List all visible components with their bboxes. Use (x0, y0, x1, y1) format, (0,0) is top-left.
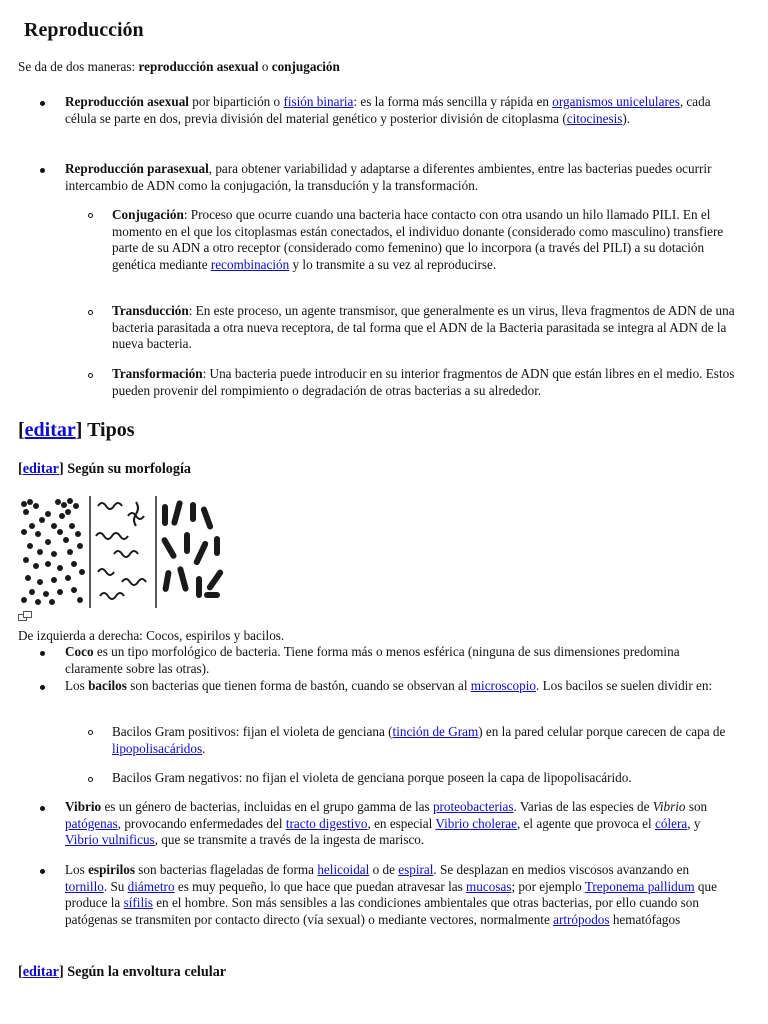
text: hematófagos (609, 911, 681, 927)
edit-link-morfologia[interactable]: editar (22, 461, 59, 477)
link-tornillo[interactable]: tornillo (65, 878, 104, 894)
link-tracto-digestivo[interactable]: tracto digestivo (285, 815, 368, 831)
term-conjugacion: Conjugación (112, 207, 184, 222)
text: . (202, 740, 206, 756)
text: , para obtener variabilidad y adaptarse a diferentes ambientes, entre las bacterias puedes ocurrir intercambio de ADN como la conjugación, la transdución y la transformación. (65, 161, 712, 193)
text: y lo transmite a su vez al reproducirse. (289, 256, 497, 272)
term-coco: Coco (65, 644, 94, 659)
term-transduccion: Transducción (112, 303, 189, 318)
list-item-asexual (65, 94, 725, 127)
list-item-transformacion (112, 366, 746, 399)
text: , provocando enfermedades del (117, 815, 286, 831)
text: Bacilos Gram positivos: fijan el violeta de genciana ( (112, 724, 393, 739)
bullet-dot (40, 685, 45, 690)
list-item-transduccion (112, 303, 746, 353)
link-organismos-unicelulares[interactable]: organismos unicelulares (552, 94, 680, 109)
bullet-circle (88, 373, 93, 378)
link-diametro[interactable]: diámetro (127, 878, 175, 894)
text: , cada célula se parte en dos, previa división del material genético y posterior división de citoplasma ( (65, 94, 711, 126)
link-lipopolisacaridos[interactable]: lipopolisacáridos (112, 740, 203, 756)
text: que produce la (65, 878, 717, 911)
text: es un género de bacterias, incluidas en el grupo gamma de las (101, 799, 433, 814)
link-recombinacion[interactable]: recombinación (210, 256, 290, 272)
link-espiral[interactable]: espiral (398, 862, 434, 877)
bullet-dot (40, 651, 45, 656)
subsection-title-envoltura: [editar] Según la envoltura celular (18, 964, 227, 980)
term-asexual: Reproducción asexual (65, 94, 189, 109)
link-citocinesis[interactable]: citocinesis (566, 110, 623, 126)
intro-text: Se da de dos maneras: (18, 59, 139, 74)
italic-vibrio: Vibrio (652, 799, 686, 814)
link-microscopio[interactable]: microscopio (470, 678, 536, 693)
term-vibrio: Vibrio (65, 799, 102, 814)
enlarge-icon[interactable] (18, 610, 32, 621)
text: o de (369, 862, 399, 877)
text: : Proceso que ocurre cuando una bacteria hace contacto con otra usando un hilo llamado PILI. En el momento en el que los citoplasmas están conectados, el individuo donante (considerado como masculino) transfiere parte de su ADN a otro receptor (considerado como femenino) que lo incorpora (a través del PILI) a su dotación genética mediante (112, 207, 724, 272)
bullet-circle (88, 213, 93, 218)
text: : es la forma más sencilla y rápida en (353, 94, 553, 109)
text: es un tipo morfológico de bacteria. Tiene forma más o menos esférica (ninguna de sus dimensiones predomina claramente sobre las otras). (65, 644, 680, 676)
term-espirilos: espirilos (88, 862, 135, 877)
text: por bipartición o (188, 94, 284, 109)
link-patogenas[interactable]: patógenas (65, 815, 118, 831)
intro-paragraph (18, 59, 748, 76)
text: , en especial (367, 815, 436, 831)
link-sifilis[interactable]: sífilis (123, 895, 153, 911)
list-item-coco (65, 644, 725, 677)
text: . Varias de las especies de (513, 799, 653, 814)
intro-bold-asexual: reproducción asexual (138, 59, 259, 74)
text: , y (687, 815, 701, 831)
list-item-conjugacion (112, 207, 746, 273)
edit-link-tipos[interactable]: editar (24, 419, 76, 441)
list-item-gram-negativos: Bacilos Gram negativos: no fijan el violeta de genciana porque poseen la capa de lipopolisacárido. (112, 770, 632, 785)
link-mucosas[interactable]: mucosas (466, 878, 512, 894)
list-item-parasexual (65, 161, 725, 194)
text: Los (65, 678, 89, 693)
bracket: [ (18, 419, 25, 441)
link-vibrio-vulnificus[interactable]: Vibrio vulnificus (65, 832, 155, 848)
bullet-circle (88, 730, 93, 735)
link-helicoidal[interactable]: helicoidal (317, 862, 370, 877)
text: Los (65, 862, 89, 877)
edit-link-envoltura[interactable]: editar (22, 964, 59, 980)
text: , el agente que provoca el (516, 815, 655, 831)
term-parasexual: Reproducción parasexual (65, 161, 209, 176)
link-fision-binaria[interactable]: fisión binaria (283, 94, 354, 109)
intro-text-mid: o (258, 59, 272, 74)
envoltura-title-text: Según la envoltura celular (67, 964, 227, 980)
intro-bold-conjugacion: conjugación (271, 59, 340, 74)
subsection-title-morfologia: [editar] Según su morfología (18, 461, 192, 477)
text: : Una bacteria puede introducir en su interior fragmentos de ADN que están libres en el medio. Estos pueden provenir del rompimiento o degradación de otras bacterias a su alrededor. (112, 366, 735, 398)
link-treponema-pallidum[interactable]: Treponema pallidum (584, 878, 695, 894)
bullet-circle (88, 310, 93, 315)
text: son bacterias flageladas de forma (134, 862, 318, 877)
bullet-dot (40, 869, 45, 874)
text: . Se desplazan en medios viscosos avanzando en (433, 862, 690, 877)
list-item-vibrio (65, 799, 725, 849)
link-vibrio-cholerae[interactable]: Vibrio cholerae (435, 815, 517, 831)
bullet-circle (88, 777, 93, 782)
link-proteobacterias[interactable]: proteobacterias (432, 799, 514, 814)
bracket: ] (75, 419, 88, 441)
term-bacilos: bacilos (88, 678, 127, 693)
text: ; por ejemplo (511, 878, 585, 894)
section-title-tipos (18, 417, 135, 443)
text: : En este proceso, un agente transmisor, que generalmente es un virus, lleva fragmentos de ADN de una bacteria parasitada a otra nueva receptora, de tal forma que el ADN de la Bacteria parasitada se integra al ADN de la nueva bacteria. (112, 303, 735, 352)
list-item-gram-positivos (112, 724, 746, 757)
text: son (685, 799, 708, 814)
link-artropodos[interactable]: artrópodos (553, 911, 610, 927)
bullet-dot (40, 168, 45, 173)
list-item-bacilos (65, 678, 725, 695)
text: es muy pequeño, lo que hace que puedan atravesar las (174, 878, 467, 894)
list-item-espirilos (65, 862, 725, 928)
bullet-dot (40, 101, 45, 106)
text: . Su (103, 878, 128, 894)
link-tincion-de-gram[interactable]: tinción de Gram (392, 724, 479, 739)
text: son bacterias que tienen forma de bastón, cuando se observan al (126, 678, 471, 693)
text: ). (622, 110, 631, 126)
text: en el hombre. Son más sensibles a las condiciones ambientales que otras bacterias, por ello cuando son patógenas se transmiten por contacto directo (vía sexual) o mediante vectores, normalmente (65, 895, 699, 927)
link-colera[interactable]: cólera (655, 815, 688, 831)
tipos-title-text: Tipos (87, 419, 135, 441)
text: , que se transmite a través de la ingesta de marisco. (154, 832, 425, 848)
text: ) en la pared celular porque carecen de capa de (478, 724, 726, 739)
bacteria-morphology-image[interactable] (18, 496, 228, 608)
term-transformacion: Transformación (112, 366, 203, 381)
bullet-dot (40, 806, 45, 811)
section-title-reproduccion: Reproducción (24, 19, 144, 41)
morfologia-title-text: Según su morfología (67, 461, 192, 477)
text: . Los bacilos se suelen dividir en: (535, 678, 713, 693)
figure-caption: De izquierda a derecha: Cocos, espirilos y bacilos. (18, 628, 285, 643)
